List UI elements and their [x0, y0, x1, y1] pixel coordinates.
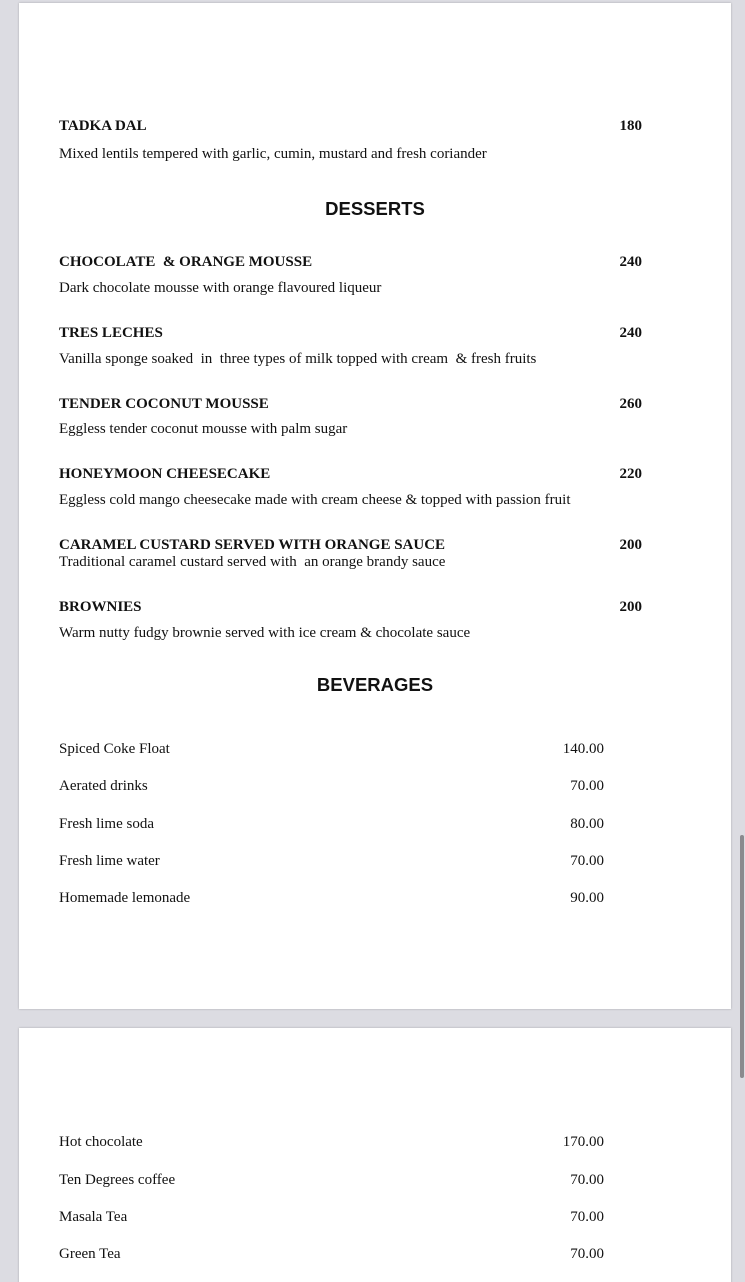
item-name-tres-leches: TRES LECHES — [59, 325, 163, 341]
beverage-price-fresh-lime-soda: 80.00 — [570, 816, 604, 832]
item-desc-tres-leches: Vanilla sponge soaked in three types of milk topped with cream & fresh fruits — [59, 351, 537, 367]
beverage-price-aerated-drinks: 70.00 — [570, 778, 604, 794]
item-desc-brownies: Warm nutty fudgy brownie served with ice cream & chocolate sauce — [59, 625, 471, 641]
beverage-price-ten-degrees-coffee: 70.00 — [570, 1172, 604, 1188]
item-name-tadka-dal: TADKA DAL — [59, 118, 147, 134]
beverage-price-spiced-coke-float: 140.00 — [562, 741, 604, 757]
section-title-desserts: DESSERTS — [325, 198, 425, 219]
vertical-scrollbar[interactable] — [740, 835, 744, 1078]
item-desc-tadka-dal: Mixed lentils tempered with garlic, cumin, mustard and fresh coriander — [59, 146, 487, 162]
item-price-caramel-custard: 200 — [619, 537, 642, 553]
beverage-name-fresh-lime-water: Fresh lime water — [59, 853, 160, 869]
beverage-price-masala-tea: 70.00 — [570, 1209, 604, 1225]
item-price-tender-coconut-mousse: 260 — [619, 396, 642, 412]
item-desc-honeymoon-cheesecake: Eggless cold mango cheesecake made with cream cheese & topped with passion fruit — [59, 492, 571, 508]
beverage-price-hot-chocolate: 170.00 — [562, 1134, 604, 1150]
item-price-chocolate-orange-mousse: 240 — [619, 254, 642, 270]
beverage-name-spiced-coke-float: Spiced Coke Float — [59, 741, 170, 757]
item-price-brownies: 200 — [619, 599, 642, 615]
item-name-brownies: BROWNIES — [59, 599, 142, 615]
item-price-tadka-dal: 180 — [619, 118, 642, 134]
item-name-honeymoon-cheesecake: HONEYMOON CHEESECAKE — [59, 466, 271, 482]
beverage-price-fresh-lime-water: 70.00 — [570, 853, 604, 869]
beverage-name-green-tea: Green Tea — [59, 1246, 121, 1262]
item-desc-chocolate-orange-mousse: Dark chocolate mousse with orange flavoured liqueur — [59, 280, 382, 296]
item-desc-tender-coconut-mousse: Eggless tender coconut mousse with palm sugar — [59, 421, 348, 437]
menu-page-2 — [19, 1028, 731, 1282]
item-name-tender-coconut-mousse: TENDER COCONUT MOUSSE — [59, 396, 269, 412]
beverage-price-green-tea: 70.00 — [570, 1246, 604, 1262]
item-name-chocolate-orange-mousse: CHOCOLATE & ORANGE MOUSSE — [59, 254, 313, 270]
menu-page-1 — [19, 3, 731, 1009]
beverage-name-masala-tea: Masala Tea — [59, 1209, 128, 1225]
beverage-price-homemade-lemonade: 90.00 — [570, 890, 604, 906]
beverage-name-homemade-lemonade: Homemade lemonade — [59, 890, 191, 906]
item-name-caramel-custard: CARAMEL CUSTARD SERVED WITH ORANGE SAUCE — [59, 537, 446, 553]
beverage-name-hot-chocolate: Hot chocolate — [59, 1134, 143, 1150]
item-price-tres-leches: 240 — [619, 325, 642, 341]
section-title-beverages: BEVERAGES — [316, 674, 434, 695]
beverage-name-aerated-drinks: Aerated drinks — [59, 778, 148, 794]
item-price-honeymoon-cheesecake: 220 — [619, 466, 642, 482]
beverage-name-fresh-lime-soda: Fresh lime soda — [59, 816, 154, 832]
beverage-name-ten-degrees-coffee: Ten Degrees coffee — [59, 1172, 176, 1188]
item-desc-caramel-custard: Traditional caramel custard served with an orange brandy sauce — [59, 554, 446, 570]
